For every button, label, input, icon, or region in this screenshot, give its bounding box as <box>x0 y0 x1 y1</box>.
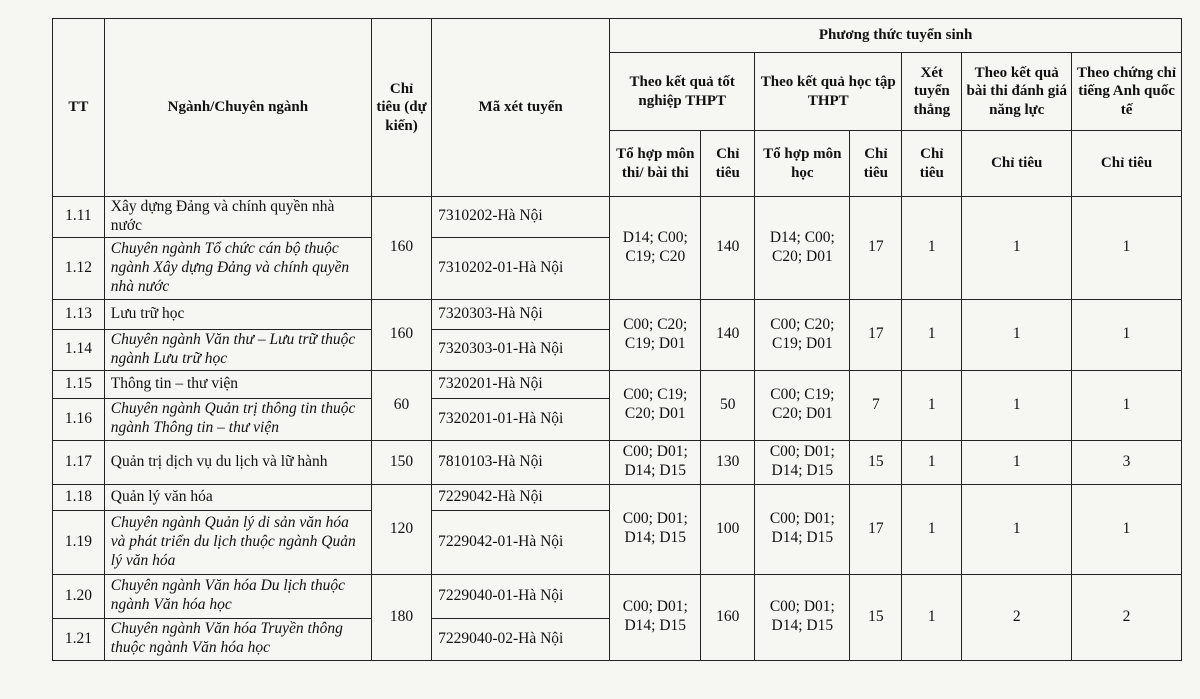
aptitude-quota-cell: 1 <box>962 197 1072 300</box>
row-number: 1.21 <box>53 618 105 660</box>
exam-quota-cell: 140 <box>701 299 755 370</box>
aptitude-quota-cell: 1 <box>962 440 1072 484</box>
row-number: 1.14 <box>53 329 105 370</box>
row-number: 1.19 <box>53 510 105 574</box>
row-number: 1.11 <box>53 197 105 238</box>
table-body <box>53 197 1182 661</box>
direct-quota-cell: 1 <box>902 574 962 660</box>
admission-code: 7320303-Hà Nội <box>432 299 610 329</box>
admission-code: 7310202-01-Hà Nội <box>432 237 610 299</box>
row-number: 1.20 <box>53 574 105 618</box>
transcript-quota-cell: 17 <box>850 299 902 370</box>
header-quota: Chỉ tiêu (dự kiến) <box>372 19 432 197</box>
major-name: Chuyên ngành Quản lý di sản văn hóa và phát triển du lịch thuộc ngành Quản lý văn hóa <box>104 510 371 574</box>
major-name: Quản lý văn hóa <box>104 484 371 510</box>
direct-quota-cell: 1 <box>902 299 962 370</box>
admission-code: 7229040-02-Hà Nội <box>432 618 610 660</box>
english-quota-cell: 3 <box>1072 440 1182 484</box>
admission-quota-table <box>52 18 1182 661</box>
exam-combo-cell: C00; C19; C20; D01 <box>610 370 701 440</box>
quota-cell: 160 <box>372 197 432 300</box>
table-row <box>53 197 1182 238</box>
header-major: Ngành/Chuyên ngành <box>104 19 371 197</box>
major-name: Xây dựng Đảng và chính quyền nhà nước <box>104 197 371 238</box>
exam-combo-cell: D14; C00; C19; C20 <box>610 197 701 300</box>
english-quota-cell: 2 <box>1072 574 1182 660</box>
table-row <box>53 574 1182 618</box>
quota-cell: 60 <box>372 370 432 440</box>
transcript-quota-cell: 17 <box>850 197 902 300</box>
exam-quota-cell: 100 <box>701 484 755 574</box>
subject-combo-cell: C00; C20; C19; D01 <box>755 299 850 370</box>
exam-quota-cell: 130 <box>701 440 755 484</box>
admission-code: 7320201-01-Hà Nội <box>432 398 610 440</box>
row-number: 1.18 <box>53 484 105 510</box>
english-quota-cell: 1 <box>1072 197 1182 300</box>
admission-code: 7320201-Hà Nội <box>432 370 610 398</box>
major-name: Quản trị dịch vụ du lịch và lữ hành <box>104 440 371 484</box>
subject-combo-cell: C00; D01; D14; D15 <box>755 484 850 574</box>
row-number: 1.12 <box>53 237 105 299</box>
admission-code: 7320303-01-Hà Nội <box>432 329 610 370</box>
exam-quota-cell: 140 <box>701 197 755 300</box>
transcript-quota-cell: 7 <box>850 370 902 440</box>
exam-combo-cell: C00; D01; D14; D15 <box>610 574 701 660</box>
admission-code: 7229040-01-Hà Nội <box>432 574 610 618</box>
table-row <box>53 484 1182 510</box>
english-quota-cell: 1 <box>1072 370 1182 440</box>
table-row <box>53 440 1182 484</box>
header-code: Mã xét tuyển <box>432 19 610 197</box>
exam-combo-cell: C00; D01; D14; D15 <box>610 440 701 484</box>
english-quota-cell: 1 <box>1072 299 1182 370</box>
admission-code: 7310202-Hà Nội <box>432 197 610 238</box>
transcript-quota-cell: 15 <box>850 574 902 660</box>
major-name: Chuyên ngành Văn thư – Lưu trữ thuộc ngành Lưu trữ học <box>104 329 371 370</box>
subject-combo-cell: C00; D01; D14; D15 <box>755 440 850 484</box>
header-english: Theo chứng chỉ tiếng Anh quốc tế <box>1072 53 1182 131</box>
subject-combo-cell: C00; C19; C20; D01 <box>755 370 850 440</box>
major-name: Lưu trữ học <box>104 299 371 329</box>
major-name: Chuyên ngành Quản trị thông tin thuộc ngành Thông tin – thư viện <box>104 398 371 440</box>
header-tt: TT <box>53 19 105 197</box>
quota-cell: 160 <box>372 299 432 370</box>
header-transcript-quota: Chỉ tiêu <box>850 131 902 197</box>
subject-combo-cell: D14; C00; C20; D01 <box>755 197 850 300</box>
header-exam-quota: Chỉ tiêu <box>701 131 755 197</box>
quota-cell: 150 <box>372 440 432 484</box>
direct-quota-cell: 1 <box>902 440 962 484</box>
major-name: Chuyên ngành Văn hóa Du lịch thuộc ngành Văn hóa học <box>104 574 371 618</box>
header-direct-quota: Chỉ tiêu <box>902 131 962 197</box>
direct-quota-cell: 1 <box>902 484 962 574</box>
transcript-quota-cell: 15 <box>850 440 902 484</box>
header-aptitude-quota: Chỉ tiêu <box>962 131 1072 197</box>
header-methods: Phương thức tuyển sinh <box>610 19 1182 53</box>
aptitude-quota-cell: 1 <box>962 370 1072 440</box>
header-exam-combo: Tổ hợp môn thi/ bài thi <box>610 131 701 197</box>
row-number: 1.17 <box>53 440 105 484</box>
admission-code: 7229042-Hà Nội <box>432 484 610 510</box>
english-quota-cell: 1 <box>1072 484 1182 574</box>
header-subject-combo: Tổ hợp môn học <box>755 131 850 197</box>
aptitude-quota-cell: 1 <box>962 484 1072 574</box>
subject-combo-cell: C00; D01; D14; D15 <box>755 574 850 660</box>
row-number: 1.15 <box>53 370 105 398</box>
aptitude-quota-cell: 2 <box>962 574 1072 660</box>
admission-code: 7810103-Hà Nội <box>432 440 610 484</box>
exam-combo-cell: C00; D01; D14; D15 <box>610 484 701 574</box>
exam-combo-cell: C00; C20; C19; D01 <box>610 299 701 370</box>
transcript-quota-cell: 17 <box>850 484 902 574</box>
exam-quota-cell: 50 <box>701 370 755 440</box>
header-direct: Xét tuyển thẳng <box>902 53 962 131</box>
exam-quota-cell: 160 <box>701 574 755 660</box>
quota-cell: 120 <box>372 484 432 574</box>
direct-quota-cell: 1 <box>902 197 962 300</box>
header-aptitude: Theo kết quả bài thi đánh giá năng lực <box>962 53 1072 131</box>
row-number: 1.13 <box>53 299 105 329</box>
direct-quota-cell: 1 <box>902 370 962 440</box>
admission-code: 7229042-01-Hà Nội <box>432 510 610 574</box>
quota-cell: 180 <box>372 574 432 660</box>
aptitude-quota-cell: 1 <box>962 299 1072 370</box>
header-transcript: Theo kết quả học tập THPT <box>755 53 902 131</box>
table-row <box>53 370 1182 398</box>
header-english-quota: Chỉ tiêu <box>1072 131 1182 197</box>
major-name: Thông tin – thư viện <box>104 370 371 398</box>
table-row <box>53 299 1182 329</box>
major-name: Chuyên ngành Tổ chức cán bộ thuộc ngành Xây dựng Đảng và chính quyền nhà nước <box>104 237 371 299</box>
header-exam-result: Theo kết quả tốt nghiệp THPT <box>610 53 755 131</box>
major-name: Chuyên ngành Văn hóa Truyền thông thuộc ngành Văn hóa học <box>104 618 371 660</box>
row-number: 1.16 <box>53 398 105 440</box>
